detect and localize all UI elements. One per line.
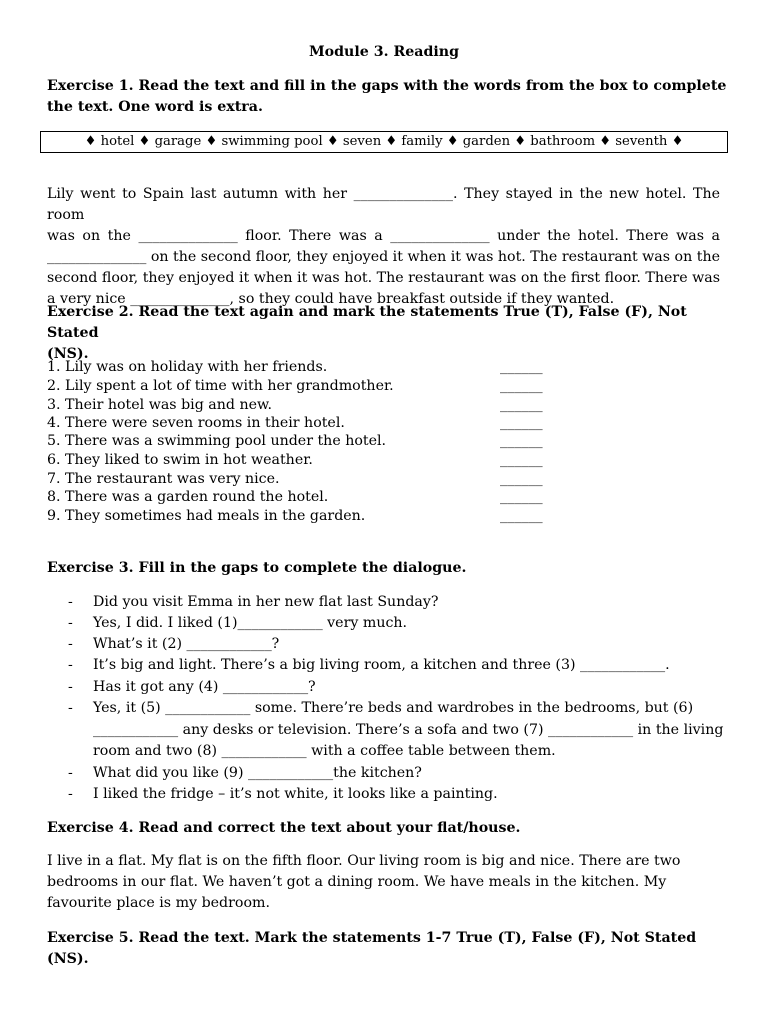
exercise-2-heading-line: Exercise 2. Read the text again and mark the statements True (T), False (F), Not Stated bbox=[47, 304, 687, 341]
dialogue-text: Yes, it (5) ____________ some. There’re beds and wardrobes in the bedrooms, but (6) bbox=[93, 700, 694, 716]
dialogue-text: Yes, I did. I liked (1)____________ very much. bbox=[93, 615, 408, 631]
dialogue-text: ____________ any desks or television. There’s a sofa and two (7) ____________ in the living bbox=[93, 722, 724, 738]
statement-text: 7. The restaurant was very nice. bbox=[47, 471, 280, 487]
answer-blank[interactable]: ______ bbox=[500, 359, 543, 375]
exercise-2-heading bbox=[47, 302, 727, 365]
word-box: ♦ hotel ♦ garage ♦ swimming pool ♦ seven ♦ family ♦ garden ♦ bathroom ♦ seventh ♦ bbox=[40, 131, 728, 153]
statement-text: 8. There was a garden round the hotel. bbox=[47, 489, 329, 505]
statement-row bbox=[47, 451, 727, 470]
statement-row bbox=[47, 358, 727, 377]
dialogue-dash: - bbox=[68, 657, 73, 673]
exercise-1-heading bbox=[47, 76, 727, 118]
statement-text: 5. There was a swimming pool under the hotel. bbox=[47, 433, 387, 449]
dialogue-text: I liked the fridge – it’s not white, it looks like a painting. bbox=[93, 786, 498, 802]
statement-text: 3. Their hotel was big and new. bbox=[47, 397, 272, 413]
statement-row bbox=[47, 488, 727, 507]
text-line: Lily went to Spain last autumn with her ______________. They stayed in the new hotel. The room bbox=[47, 186, 720, 223]
statement-text: 2. Lily spent a lot of time with her grandmother. bbox=[47, 378, 394, 394]
dialogue-text: room and two (8) ____________ with a coffee table between them. bbox=[93, 743, 556, 759]
dialogue-dash: - bbox=[68, 615, 73, 631]
statement-row bbox=[47, 432, 727, 451]
text-line: was on the ______________ floor. There was a ______________ under the hotel. There was a bbox=[47, 228, 720, 244]
exercise-4-text bbox=[47, 851, 720, 914]
statement-row bbox=[47, 507, 727, 526]
answer-blank[interactable]: ______ bbox=[500, 508, 543, 524]
statement-row bbox=[47, 470, 727, 489]
dialogue-dash: - bbox=[68, 594, 73, 610]
exercise-2-heading-line: (NS). bbox=[47, 346, 89, 362]
dialogue-text: It’s big and light. There’s a big living room, a kitchen and three (3) ____________. bbox=[93, 657, 670, 673]
exercise-5-heading: Exercise 5. Read the text. Mark the statements 1-7 True (T), False (F), Not Stated (NS). bbox=[47, 930, 697, 967]
exercise-1-text bbox=[47, 184, 720, 310]
exercise-1-heading-line: the text. One word is extra. bbox=[47, 99, 263, 115]
text-line: favourite place is my bedroom. bbox=[47, 895, 270, 911]
page-title: Module 3. Reading bbox=[308, 44, 460, 60]
dialogue-dash: - bbox=[68, 636, 73, 652]
answer-blank[interactable]: ______ bbox=[500, 433, 543, 449]
answer-blank[interactable]: ______ bbox=[500, 397, 543, 413]
statement-row bbox=[47, 377, 727, 396]
text-line: second floor, they enjoyed it when it was hot. The restaurant was on the first floor. There was bbox=[47, 270, 720, 286]
answer-blank[interactable]: ______ bbox=[500, 471, 543, 487]
dialogue-text: Did you visit Emma in her new flat last Sunday? bbox=[93, 594, 439, 610]
dialogue-dash: - bbox=[68, 679, 73, 695]
statement-text: 6. They liked to swim in hot weather. bbox=[47, 452, 313, 468]
exercise-3-heading: Exercise 3. Fill in the gaps to complete the dialogue. bbox=[47, 560, 467, 576]
statement-text: 9. They sometimes had meals in the garden. bbox=[47, 508, 366, 524]
text-line: ______________ on the second floor, they enjoyed it when it was hot. The restaurant was on the bbox=[47, 249, 720, 265]
exercise-1-heading-line: Exercise 1. Read the text and fill in the gaps with the words from the box to complete bbox=[47, 78, 727, 94]
answer-blank[interactable]: ______ bbox=[500, 415, 543, 431]
answer-blank[interactable]: ______ bbox=[500, 489, 543, 505]
dialogue-text: What did you like (9) ____________the kitchen? bbox=[93, 765, 422, 781]
text-line: I live in a flat. My flat is on the fifth floor. Our living room is big and nice. There are two bbox=[47, 853, 681, 869]
statement-text: 1. Lily was on holiday with her friends. bbox=[47, 359, 328, 375]
text-line: a very nice ______________, so they could have breakfast outside if they wanted. bbox=[47, 291, 615, 307]
exercise-4-heading: Exercise 4. Read and correct the text about your flat/house. bbox=[47, 820, 521, 836]
dialogue-dash: - bbox=[68, 786, 73, 802]
statement-row bbox=[47, 414, 727, 433]
text-line: bedrooms in our flat. We haven’t got a dining room. We have meals in the kitchen. My bbox=[47, 874, 667, 890]
answer-blank[interactable]: ______ bbox=[500, 378, 543, 394]
answer-blank[interactable]: ______ bbox=[500, 452, 543, 468]
statement-row bbox=[47, 396, 727, 415]
statement-text: 4. There were seven rooms in their hotel. bbox=[47, 415, 345, 431]
dialogue-dash: - bbox=[68, 700, 73, 716]
dialogue-text: What’s it (2) ____________? bbox=[93, 636, 280, 652]
dialogue-dash: - bbox=[68, 765, 73, 781]
dialogue-text: Has it got any (4) ____________? bbox=[93, 679, 316, 695]
